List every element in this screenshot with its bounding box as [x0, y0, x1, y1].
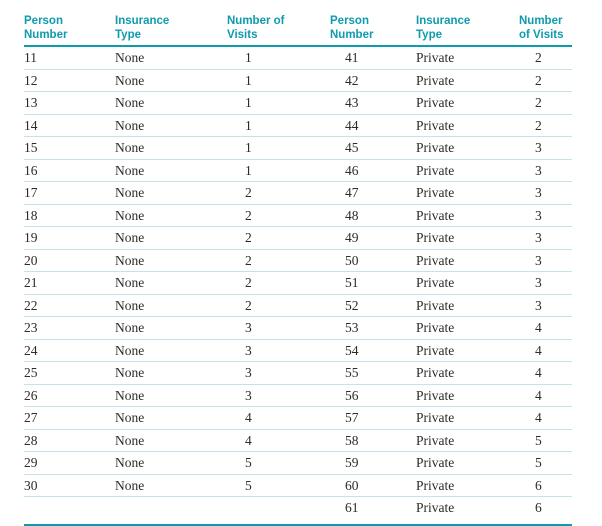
col-header-person-number-right — [330, 14, 416, 46]
person-number-cell-left: 19 — [24, 227, 115, 250]
visits-cell-left: 3 — [227, 362, 330, 385]
table-row — [24, 474, 572, 497]
table-body — [24, 46, 572, 519]
visits-cell-right: 3 — [519, 272, 572, 295]
person-number-cell-right: 42 — [330, 69, 416, 92]
insurance-type-cell-left: None — [115, 69, 227, 92]
visits-cell-left: 3 — [227, 384, 330, 407]
visits-cell-right: 4 — [519, 362, 572, 385]
person-number-cell-right: 47 — [330, 182, 416, 205]
visits-cell-right: 3 — [519, 137, 572, 160]
visits-cell-right: 5 — [519, 452, 572, 475]
table-row — [24, 497, 572, 519]
table-row — [24, 407, 572, 430]
insurance-type-cell-left: None — [115, 46, 227, 69]
visits-cell-right: 2 — [519, 69, 572, 92]
person-number-cell-left: 13 — [24, 92, 115, 115]
visits-cell-left: 1 — [227, 159, 330, 182]
insurance-type-cell-right: Private — [416, 429, 519, 452]
person-number-cell-right: 52 — [330, 294, 416, 317]
insurance-type-cell-left: None — [115, 92, 227, 115]
insurance-type-cell-right: Private — [416, 452, 519, 475]
person-number-cell-right: 43 — [330, 92, 416, 115]
insurance-type-cell-left: None — [115, 452, 227, 475]
col-header-number-of-visits-left — [227, 14, 330, 46]
header-line: Visits — [227, 29, 258, 41]
visits-cell-left: 2 — [227, 249, 330, 272]
insurance-type-cell-right: Private — [416, 182, 519, 205]
visits-cell-right: 2 — [519, 46, 572, 69]
insurance-visits-table — [24, 14, 572, 526]
visits-cell-right: 3 — [519, 204, 572, 227]
header-line: Number — [330, 29, 374, 41]
visits-cell-left: 3 — [227, 317, 330, 340]
person-number-cell-left — [24, 497, 115, 519]
table-row — [24, 339, 572, 362]
person-number-cell-right: 57 — [330, 407, 416, 430]
person-number-cell-left: 26 — [24, 384, 115, 407]
insurance-type-cell-left: None — [115, 272, 227, 295]
insurance-type-cell-right: Private — [416, 272, 519, 295]
insurance-type-cell-right: Private — [416, 339, 519, 362]
insurance-type-cell-left: None — [115, 182, 227, 205]
insurance-type-cell-left: None — [115, 159, 227, 182]
person-number-cell-left: 27 — [24, 407, 115, 430]
visits-cell-right: 4 — [519, 384, 572, 407]
person-number-cell-left: 23 — [24, 317, 115, 340]
visits-cell-left: 1 — [227, 69, 330, 92]
insurance-type-cell-right: Private — [416, 159, 519, 182]
person-number-cell-left: 30 — [24, 474, 115, 497]
table-row — [24, 452, 572, 475]
insurance-type-cell-right: Private — [416, 249, 519, 272]
person-number-cell-left: 25 — [24, 362, 115, 385]
visits-cell-right: 2 — [519, 114, 572, 137]
insurance-type-cell-right: Private — [416, 362, 519, 385]
table-row — [24, 69, 572, 92]
person-number-cell-left: 18 — [24, 204, 115, 227]
table-row — [24, 317, 572, 340]
visits-cell-right: 2 — [519, 92, 572, 115]
person-number-cell-left: 29 — [24, 452, 115, 475]
visits-cell-left: 2 — [227, 294, 330, 317]
person-number-cell-right: 45 — [330, 137, 416, 160]
table-row — [24, 204, 572, 227]
person-number-cell-right: 48 — [330, 204, 416, 227]
visits-cell-left: 1 — [227, 137, 330, 160]
visits-cell-left: 1 — [227, 46, 330, 69]
insurance-type-cell-left: None — [115, 137, 227, 160]
header-line: of Visits — [519, 29, 564, 41]
person-number-cell-right: 44 — [330, 114, 416, 137]
visits-cell-left: 1 — [227, 92, 330, 115]
table-row — [24, 294, 572, 317]
insurance-type-cell-right: Private — [416, 114, 519, 137]
insurance-type-cell-left: None — [115, 204, 227, 227]
table-row — [24, 137, 572, 160]
table-row — [24, 46, 572, 69]
visits-cell-right: 6 — [535, 500, 542, 515]
table-row — [24, 92, 572, 115]
insurance-type-cell-right: Private — [416, 204, 519, 227]
visits-cell-left: 1 — [227, 114, 330, 137]
table-row — [24, 272, 572, 295]
insurance-type-cell-left: None — [115, 294, 227, 317]
col-header-insurance-type-left — [115, 14, 227, 46]
person-number-cell-left: 11 — [24, 46, 115, 69]
table-row — [24, 249, 572, 272]
col-header-person-number-left — [24, 14, 115, 46]
visits-cell-left: 4 — [227, 429, 330, 452]
person-number-cell-left: 20 — [24, 249, 115, 272]
person-number-cell-right: 41 — [330, 46, 416, 69]
person-number-cell-right: 50 — [330, 249, 416, 272]
visits-cell-right: 5 — [519, 429, 572, 452]
person-number-cell-right: 56 — [330, 384, 416, 407]
insurance-type-cell-left: None — [115, 249, 227, 272]
insurance-type-cell-left: None — [115, 362, 227, 385]
person-number-cell-left: 15 — [24, 137, 115, 160]
visits-cell-right: 3 — [519, 227, 572, 250]
table-row — [24, 429, 572, 452]
insurance-type-cell-left: None — [115, 339, 227, 362]
visits-cell-left: 4 — [227, 407, 330, 430]
person-number-cell-left: 12 — [24, 69, 115, 92]
person-number-cell-right: 55 — [330, 362, 416, 385]
table-row — [24, 362, 572, 385]
header-line: Person — [24, 15, 63, 27]
visits-cell-left: 5 — [227, 452, 330, 475]
visits-cell-right: 3 — [519, 182, 572, 205]
visits-cell-right: 4 — [519, 407, 572, 430]
header-line: Type — [416, 29, 442, 41]
person-number-cell-right: 60 — [330, 474, 416, 497]
col-header-number-of-visits-right — [519, 14, 572, 46]
visits-cell-right: 6 — [519, 474, 572, 497]
insurance-type-cell-right: Private — [416, 474, 519, 497]
insurance-type-cell-right: Private — [416, 384, 519, 407]
insurance-type-cell-right: Private — [416, 294, 519, 317]
visits-cell-left — [227, 497, 330, 519]
data-table — [24, 14, 572, 519]
table-row — [24, 114, 572, 137]
person-number-cell-left: 17 — [24, 182, 115, 205]
insurance-type-cell-right: Private — [416, 69, 519, 92]
insurance-type-cell-left: None — [115, 384, 227, 407]
insurance-type-cell-left: None — [115, 429, 227, 452]
header-line: Insurance — [115, 15, 170, 27]
insurance-type-cell-left — [115, 497, 227, 519]
insurance-type-cell-right: Private — [416, 137, 519, 160]
header-row — [24, 14, 572, 46]
table-row — [24, 227, 572, 250]
header-line: Insurance — [416, 15, 471, 27]
table-row — [24, 159, 572, 182]
insurance-type-cell-left: None — [115, 227, 227, 250]
person-number-cell-right: 46 — [330, 159, 416, 182]
visits-cell-right: 4 — [519, 317, 572, 340]
visits-cell-left: 2 — [227, 227, 330, 250]
person-number-cell-left: 21 — [24, 272, 115, 295]
insurance-type-cell-left: None — [115, 407, 227, 430]
person-number-cell-right: 54 — [330, 339, 416, 362]
table-row — [24, 182, 572, 205]
insurance-type-cell-right: Private — [416, 500, 455, 515]
insurance-type-cell-right: Private — [416, 407, 519, 430]
person-number-cell-right: 51 — [330, 272, 416, 295]
visits-cell-left: 2 — [227, 204, 330, 227]
insurance-type-cell-right: Private — [416, 317, 519, 340]
header-line: Number of — [227, 15, 285, 27]
header-line: Number — [24, 29, 68, 41]
header-line: Number — [519, 15, 563, 27]
table-row — [24, 384, 572, 407]
person-number-cell-left: 22 — [24, 294, 115, 317]
person-number-cell-right: 53 — [330, 317, 416, 340]
visits-cell-left: 5 — [227, 474, 330, 497]
insurance-type-cell-left: None — [115, 474, 227, 497]
person-number-cell-right: 58 — [330, 429, 416, 452]
person-number-cell-left: 28 — [24, 429, 115, 452]
person-number-cell-right: 61 — [345, 500, 359, 515]
insurance-type-cell-right: Private — [416, 92, 519, 115]
insurance-type-cell-right: Private — [416, 46, 519, 69]
person-number-cell-right: 49 — [330, 227, 416, 250]
person-number-cell-left: 14 — [24, 114, 115, 137]
visits-cell-left: 3 — [227, 339, 330, 362]
visits-cell-left: 2 — [227, 272, 330, 295]
insurance-type-cell-left: None — [115, 317, 227, 340]
visits-cell-right: 3 — [519, 159, 572, 182]
header-line: Type — [115, 29, 141, 41]
person-number-cell-right: 59 — [330, 452, 416, 475]
visits-cell-right: 3 — [519, 294, 572, 317]
col-header-insurance-type-right — [416, 14, 519, 46]
insurance-type-cell-right: Private — [416, 227, 519, 250]
visits-cell-right: 3 — [519, 249, 572, 272]
visits-cell-left: 2 — [227, 182, 330, 205]
person-number-cell-left: 16 — [24, 159, 115, 182]
header-line: Person — [330, 15, 369, 27]
visits-cell-right: 4 — [519, 339, 572, 362]
table-header — [24, 14, 572, 46]
person-number-cell-left: 24 — [24, 339, 115, 362]
insurance-type-cell-left: None — [115, 114, 227, 137]
